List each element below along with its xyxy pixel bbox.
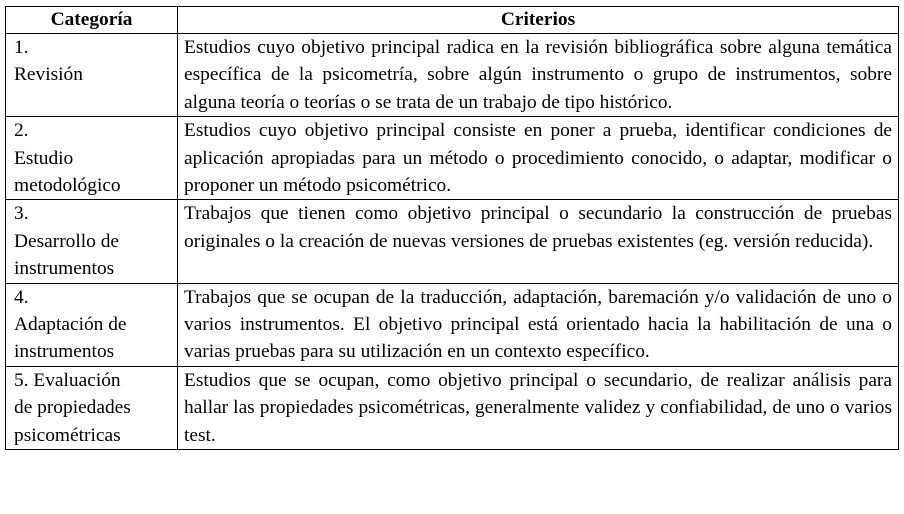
category-cell [6,117,178,200]
table-row [6,283,899,366]
criteria-table [5,6,899,450]
category-line: Adaptación de [14,314,127,336]
category-line: 5. Evaluación [14,369,121,391]
table-row [6,34,899,117]
category-line: 2. [14,120,29,142]
category-line: instrumentos [14,341,115,363]
header-row [6,7,899,34]
criteria-cell: Trabajos que tienen como objetivo principal o secundario la construcción de pruebas originales o la creación de nuevas versiones de pruebas existentes (eg. versión reducida). [178,200,899,283]
category-cell [6,34,178,117]
category-line: psicométricas [14,424,121,446]
category-line: 3. [14,203,29,225]
table-row [6,200,899,283]
criteria-cell: Trabajos que se ocupan de la traducción, adaptación, baremación y/o validación de uno o varios instrumentos. El objetivo principal está orientado hacia la habilitación de una o varias pruebas para su utilización en un contexto específico. [178,283,899,366]
criteria-cell: Estudios que se ocupan, como objetivo principal o secundario, de realizar análisis para hallar las propiedades psicométricas, generalmente validez y confiabilidad, de uno o varios test. [178,366,899,449]
category-cell [6,283,178,366]
category-line: Revisión [14,64,83,86]
table-row [6,366,899,449]
category-line: Estudio [14,147,74,169]
category-line: instrumentos [14,258,115,280]
criteria-cell: Estudios cuyo objetivo principal consiste en poner a prueba, identificar condiciones de aplicación apropiadas para un método o procedimiento conocido, o adaptar, modificar o proponer un método psicométrico. [178,117,899,200]
category-line: 1. [14,37,29,58]
category-line: de propiedades [14,397,131,419]
table-row [6,117,899,200]
criteria-cell: Estudios cuyo objetivo principal radica en la revisión bibliográfica sobre alguna temática específica de la psicometría, sobre algún instrumento o grupo de instrumentos, sobre alguna teoría o teorías o se trata de un trabajo de tipo histórico. [178,34,899,117]
header-criteria: Criterios [178,7,899,34]
category-line: Desarrollo de [14,230,119,252]
header-category: Categoría [6,7,178,34]
category-line: 4. [14,286,29,308]
category-cell [6,200,178,283]
category-cell [6,366,178,449]
category-line: metodológico [14,175,121,197]
